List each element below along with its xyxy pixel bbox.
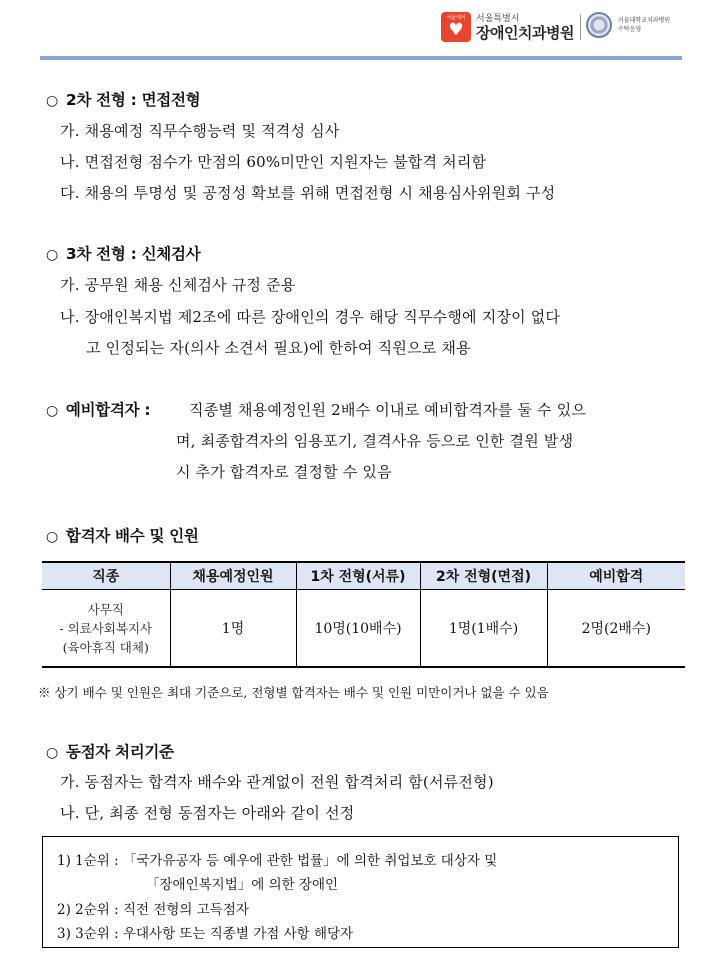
priority-line-1-cont: 「장애인복지법」에 의한 장애인	[146, 877, 339, 893]
reserve-label: 예비합격자 :	[65, 401, 151, 419]
table-cell-reserve: 2명(2배수)	[547, 590, 685, 668]
tie-priority-box	[42, 836, 679, 948]
tie-item-2: 나. 단, 최종 전형 동점자는 아래와 같이 선정	[60, 804, 355, 822]
logo-city: 서울특별시	[476, 14, 520, 24]
job-line: - 의료사회복지사	[59, 620, 153, 636]
priority-line-2: 2) 2순위 : 직전 전형의 고득점자	[57, 902, 249, 918]
table-header: 1차 전형(서류)	[296, 562, 420, 590]
result-table	[42, 561, 685, 668]
table-note: ※ 상기 배수 및 인원은 최대 기준으로, 전형별 합격자는 배수 및 인원 미만이거나 없을 수 있음	[38, 685, 549, 700]
job-line: 사무직	[87, 601, 124, 617]
snu-seal-icon	[586, 12, 612, 38]
physical-item-2-cont: 고 인정되는 자(의사 소견서 필요)에 한하여 직원으로 채용	[86, 339, 471, 357]
job-line: (육아휴직 대체)	[62, 639, 149, 655]
bullet-circle-icon: ○	[46, 403, 58, 419]
table-header: 예비합격	[547, 562, 685, 590]
page-header	[0, 0, 719, 60]
section-heading-counts	[46, 524, 199, 546]
table-header: 2차 전형(면접)	[420, 562, 547, 590]
priority-line-1: 1) 1순위 : 「국가유공자 등 예우에 관한 법률」에 의한 취업보호 대상자 및	[57, 853, 498, 869]
section-title: 합격자 배수 및 인원	[65, 527, 199, 545]
table-cell-job	[42, 590, 170, 668]
section-title: 3차 전형 : 신체검사	[65, 245, 201, 263]
reserve-line-1: 직종별 채용예정인원 2배수 이내로 예비합격자를 둘 수 있으	[189, 401, 587, 419]
table-cell-first: 10명(10배수)	[296, 590, 420, 668]
seoul-care-logo	[441, 12, 471, 42]
logo-hospital-name: 장애인치과병원	[476, 24, 574, 42]
table-header: 직종	[42, 562, 170, 590]
reserve-line-3: 시 추가 합격자로 결정할 수 있음	[176, 463, 392, 481]
section-heading-physical	[46, 242, 200, 264]
section-heading-interview	[46, 88, 200, 110]
interview-item-1: 가. 채용예정 직무수행능력 및 적격성 심사	[60, 122, 340, 140]
table-cell-second: 1명(1배수)	[420, 590, 547, 668]
physical-item-2: 나. 장애인복지법 제2조에 따른 장애인의 경우 해당 직무수행에 지장이 없다	[60, 308, 561, 326]
logo-divider	[580, 14, 581, 40]
logo-snu-text	[618, 16, 670, 34]
physical-item-1: 가. 공무원 채용 신체검사 규정 준용	[60, 276, 296, 294]
section-heading-tie	[46, 740, 174, 762]
table-header-row	[42, 562, 685, 590]
logo-snu-line2: 수탁운영	[618, 26, 642, 33]
interview-item-3: 다. 채용의 투명성 및 공정성 확보를 위해 면접전형 시 채용심사위원회 구성	[60, 184, 556, 202]
logo-snu-line1: 서울대학교치과병원	[618, 17, 671, 24]
heart-icon: ♥	[448, 20, 464, 40]
bullet-circle-icon: ○	[46, 529, 58, 545]
header-bar	[40, 56, 682, 60]
bullet-circle-icon: ○	[46, 745, 58, 761]
bullet-circle-icon: ○	[46, 93, 58, 109]
section-heading-reserve	[46, 398, 150, 420]
tie-item-1: 가. 동점자는 합격자 배수와 관계없이 전원 합격처리 함(서류전형)	[60, 773, 494, 791]
table-cell-planned: 1명	[170, 590, 296, 668]
priority-line-3: 3) 3순위 : 우대사항 또는 직종별 가점 사항 해당자	[57, 926, 354, 942]
reserve-line-2: 며, 최종합격자의 임용포기, 결격사유 등으로 인한 결원 발생	[176, 432, 574, 450]
logo-heart-small-text: 서울케어	[446, 15, 466, 21]
table-header: 채용예정인원	[170, 562, 296, 590]
section-title: 2차 전형 : 면접전형	[65, 91, 201, 109]
table-row	[42, 590, 685, 668]
section-title: 동점자 처리기준	[65, 743, 174, 761]
bullet-circle-icon: ○	[46, 247, 58, 263]
interview-item-2: 나. 면접전형 점수가 만점의 60%미만인 지원자는 불합격 처리함	[60, 153, 487, 171]
